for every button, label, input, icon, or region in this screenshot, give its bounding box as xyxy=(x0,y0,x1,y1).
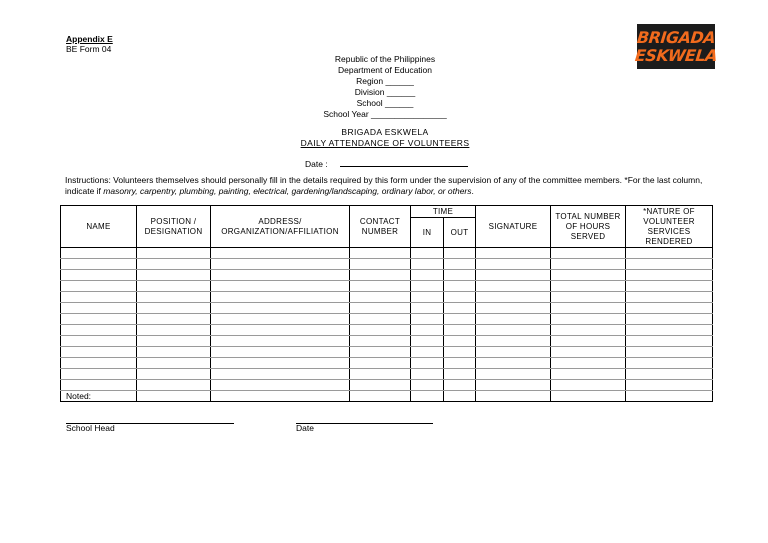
table-row xyxy=(61,259,713,270)
table-row xyxy=(61,270,713,281)
table-cell[interactable] xyxy=(551,303,626,314)
table-row xyxy=(61,369,713,380)
table-row xyxy=(61,391,713,402)
table-cell[interactable] xyxy=(61,303,137,314)
table-cell[interactable] xyxy=(476,325,551,336)
table-row xyxy=(61,347,713,358)
table-cell[interactable] xyxy=(411,314,444,325)
table-cell[interactable] xyxy=(444,303,476,314)
table-cell[interactable] xyxy=(137,248,211,259)
table-cell[interactable] xyxy=(411,336,444,347)
table-cell[interactable] xyxy=(350,358,411,369)
table-cell[interactable] xyxy=(137,270,211,281)
table-cell[interactable] xyxy=(551,391,626,402)
col-time: TIME xyxy=(411,206,476,218)
table-cell[interactable] xyxy=(551,336,626,347)
table-cell[interactable] xyxy=(211,314,350,325)
form-title: BRIGADA ESKWELA xyxy=(341,127,429,137)
table-cell[interactable] xyxy=(626,336,713,347)
table-cell[interactable] xyxy=(476,358,551,369)
table-cell[interactable] xyxy=(476,347,551,358)
table-cell[interactable] xyxy=(411,281,444,292)
table-cell[interactable] xyxy=(137,325,211,336)
table-cell[interactable] xyxy=(476,369,551,380)
table-cell[interactable] xyxy=(61,380,137,391)
table-cell[interactable] xyxy=(211,303,350,314)
date-signature-line[interactable] xyxy=(296,422,433,424)
col-time-in: IN xyxy=(411,218,444,248)
logo-line1: BRIGADA xyxy=(635,27,717,47)
header-school-year: School Year ________________ xyxy=(323,109,447,119)
table-row xyxy=(61,281,713,292)
document-header xyxy=(250,54,520,120)
table-cell[interactable] xyxy=(626,259,713,270)
table-cell[interactable] xyxy=(626,369,713,380)
table-cell[interactable] xyxy=(551,259,626,270)
table-cell[interactable] xyxy=(137,369,211,380)
table-cell[interactable] xyxy=(444,325,476,336)
table-cell[interactable] xyxy=(211,325,350,336)
table-cell[interactable] xyxy=(137,314,211,325)
table-row xyxy=(61,303,713,314)
table-cell[interactable] xyxy=(411,391,444,402)
table-cell[interactable] xyxy=(444,369,476,380)
header-republic: Republic of the Philippines xyxy=(334,54,436,64)
table-cell[interactable] xyxy=(411,248,444,259)
table-cell[interactable] xyxy=(626,347,713,358)
table-cell[interactable] xyxy=(476,259,551,270)
table-cell[interactable] xyxy=(350,314,411,325)
col-address: ADDRESS/ ORGANIZATION/AFFILIATION xyxy=(211,206,350,248)
table-cell[interactable] xyxy=(137,336,211,347)
table-cell[interactable] xyxy=(137,292,211,303)
table-cell[interactable] xyxy=(626,248,713,259)
table-cell[interactable] xyxy=(350,347,411,358)
table-cell[interactable] xyxy=(551,325,626,336)
table-cell[interactable] xyxy=(626,303,713,314)
col-contact: CONTACT NUMBER xyxy=(350,206,411,248)
table-cell[interactable] xyxy=(551,281,626,292)
table-cell[interactable] xyxy=(444,292,476,303)
table-cell[interactable] xyxy=(411,292,444,303)
col-nature: *NATURE OF VOLUNTEER SERVICES RENDERED xyxy=(626,206,713,248)
table-cell[interactable] xyxy=(411,303,444,314)
table-cell[interactable] xyxy=(551,248,626,259)
table-cell[interactable] xyxy=(476,336,551,347)
instructions-end: . xyxy=(471,186,474,196)
table-cell[interactable] xyxy=(211,248,350,259)
table-cell[interactable] xyxy=(551,270,626,281)
table-cell[interactable] xyxy=(476,248,551,259)
table-cell[interactable] xyxy=(211,391,350,402)
signature-date-label: Date xyxy=(296,423,314,433)
table-cell[interactable] xyxy=(350,270,411,281)
table-cell[interactable] xyxy=(61,248,137,259)
table-cell[interactable] xyxy=(211,292,350,303)
table-cell[interactable] xyxy=(551,369,626,380)
table-cell[interactable] xyxy=(551,292,626,303)
table-cell[interactable] xyxy=(626,281,713,292)
table-cell[interactable] xyxy=(137,380,211,391)
table-cell[interactable] xyxy=(61,292,137,303)
table-cell[interactable] xyxy=(350,259,411,270)
date-label: Date : xyxy=(305,159,328,169)
table-cell[interactable] xyxy=(211,369,350,380)
logo-line2: ESKWELA xyxy=(634,45,719,65)
table-cell[interactable] xyxy=(211,380,350,391)
table-row xyxy=(61,358,713,369)
table-cell[interactable] xyxy=(411,325,444,336)
table-cell[interactable] xyxy=(61,369,137,380)
attendance-rows xyxy=(61,248,713,402)
table-cell[interactable] xyxy=(411,259,444,270)
table-cell[interactable] xyxy=(551,314,626,325)
table-cell[interactable] xyxy=(137,358,211,369)
col-time-out: OUT xyxy=(444,218,476,248)
date-line[interactable] xyxy=(340,158,468,167)
table-cell[interactable] xyxy=(61,281,137,292)
table-cell[interactable] xyxy=(411,347,444,358)
table-cell[interactable] xyxy=(350,369,411,380)
table-cell[interactable] xyxy=(137,303,211,314)
table-cell[interactable] xyxy=(350,325,411,336)
instructions xyxy=(65,175,705,197)
table-row xyxy=(61,336,713,347)
table-cell[interactable] xyxy=(350,391,411,402)
table-cell[interactable] xyxy=(211,259,350,270)
form-number: BE Form 04 xyxy=(66,44,112,54)
table-row xyxy=(61,380,713,391)
table-cell[interactable] xyxy=(211,358,350,369)
table-cell[interactable] xyxy=(444,248,476,259)
form-titles xyxy=(250,127,520,149)
table-cell[interactable] xyxy=(211,347,350,358)
table-cell[interactable] xyxy=(61,358,137,369)
table-cell[interactable] xyxy=(61,336,137,347)
attendance-table xyxy=(60,205,713,402)
table-row xyxy=(61,314,713,325)
instructions-italic: masonry, carpentry, plumbing, painting, electrical, gardening/landscaping, ordinary labor, or others xyxy=(103,186,472,196)
table-cell[interactable] xyxy=(444,380,476,391)
table-cell[interactable] xyxy=(476,303,551,314)
table-row xyxy=(61,292,713,303)
table-cell[interactable] xyxy=(626,358,713,369)
table-cell[interactable] xyxy=(476,270,551,281)
table-cell[interactable] xyxy=(411,358,444,369)
table-cell[interactable] xyxy=(444,347,476,358)
table-cell[interactable] xyxy=(61,325,137,336)
table-cell[interactable] xyxy=(350,292,411,303)
table-cell[interactable] xyxy=(411,270,444,281)
table-cell[interactable] xyxy=(61,259,137,270)
table-cell[interactable] xyxy=(626,292,713,303)
col-position: POSITION / DESIGNATION xyxy=(137,206,211,248)
col-total-hours: TOTAL NUMBER OF HOURS SERVED xyxy=(551,206,626,248)
table-cell[interactable] xyxy=(350,336,411,347)
table-cell[interactable] xyxy=(476,314,551,325)
table-cell[interactable] xyxy=(476,292,551,303)
appendix-block xyxy=(66,34,113,54)
table-cell[interactable] xyxy=(211,270,350,281)
table-cell[interactable] xyxy=(137,259,211,270)
table-cell[interactable] xyxy=(476,391,551,402)
col-signature: SIGNATURE xyxy=(476,206,551,248)
table-cell[interactable] xyxy=(61,314,137,325)
table-cell[interactable] xyxy=(444,314,476,325)
table-cell[interactable] xyxy=(626,325,713,336)
school-head-label: School Head xyxy=(66,423,115,433)
table-cell[interactable] xyxy=(444,336,476,347)
table-cell[interactable] xyxy=(551,347,626,358)
brigada-eskwela-logo xyxy=(634,24,719,69)
noted-label: Noted: xyxy=(66,391,92,401)
header-school: School ______ xyxy=(356,98,414,108)
table-row xyxy=(61,325,713,336)
table-cell[interactable] xyxy=(350,380,411,391)
table-cell[interactable] xyxy=(211,281,350,292)
table-cell[interactable] xyxy=(626,380,713,391)
table-cell[interactable] xyxy=(444,358,476,369)
header-division: Division ______ xyxy=(354,87,416,97)
form-subtitle: DAILY ATTENDANCE OF VOLUNTEERS xyxy=(300,138,470,148)
table-cell[interactable] xyxy=(350,248,411,259)
table-cell[interactable] xyxy=(350,281,411,292)
table-cell[interactable] xyxy=(137,391,211,402)
table-cell[interactable] xyxy=(444,281,476,292)
table-cell[interactable] xyxy=(411,369,444,380)
table-cell[interactable] xyxy=(626,270,713,281)
table-cell[interactable] xyxy=(61,347,137,358)
header-department: Department of Education xyxy=(337,65,433,75)
table-cell[interactable] xyxy=(551,380,626,391)
table-cell[interactable] xyxy=(444,270,476,281)
table-cell[interactable] xyxy=(476,281,551,292)
table-row xyxy=(61,248,713,259)
table-cell[interactable] xyxy=(350,303,411,314)
table-cell[interactable] xyxy=(61,270,137,281)
table-cell[interactable] xyxy=(444,259,476,270)
instructions-text: Instructions: Volunteers themselves should personally fill in the details required by this form under the supervision of any of the committee members. *For the last column, indicate if xyxy=(65,175,703,196)
date-row xyxy=(305,158,468,169)
table-cell[interactable] xyxy=(444,391,476,402)
header-region: Region ______ xyxy=(356,76,414,86)
table-cell[interactable] xyxy=(411,380,444,391)
table-cell[interactable] xyxy=(137,347,211,358)
table-cell[interactable] xyxy=(551,358,626,369)
appendix-label: Appendix E xyxy=(66,34,113,44)
table-cell[interactable] xyxy=(211,336,350,347)
table-cell[interactable] xyxy=(626,314,713,325)
table-cell[interactable] xyxy=(476,380,551,391)
table-cell[interactable] xyxy=(137,281,211,292)
col-name: NAME xyxy=(61,206,137,248)
table-cell[interactable] xyxy=(626,391,713,402)
